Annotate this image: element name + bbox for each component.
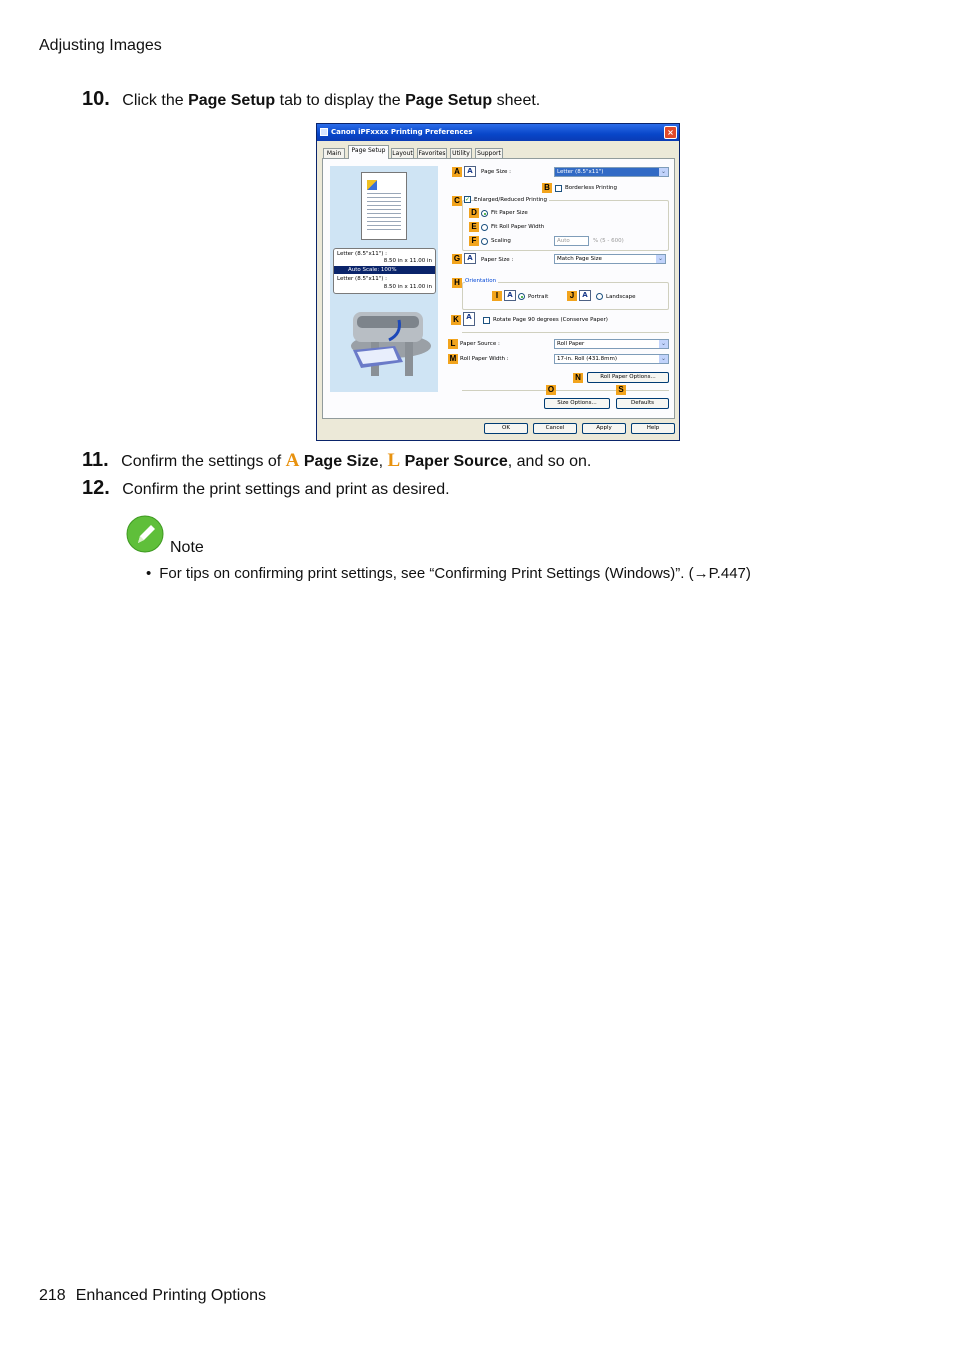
paper-preview bbox=[361, 172, 407, 240]
image-thumbnail bbox=[367, 180, 377, 190]
apply-button[interactable]: Apply bbox=[582, 423, 626, 434]
cancel-button[interactable]: Cancel bbox=[533, 423, 577, 434]
label-d: D bbox=[469, 208, 479, 218]
printer-app-icon bbox=[320, 128, 328, 136]
borderless-label: Borderless Printing bbox=[565, 185, 617, 191]
label-j: J bbox=[567, 291, 577, 301]
label-i: I bbox=[492, 291, 502, 301]
step-number: 10. bbox=[82, 88, 110, 110]
close-icon[interactable]: × bbox=[664, 126, 677, 139]
scaling-range: % (5 - 600) bbox=[593, 238, 624, 244]
tab-favorites[interactable]: Favorites bbox=[418, 150, 446, 157]
label-l-ref: L bbox=[387, 450, 401, 471]
fit-roll-label: Fit Roll Paper Width bbox=[491, 224, 545, 230]
tab-support[interactable]: Support bbox=[475, 148, 503, 158]
rotate-checkbox[interactable] bbox=[483, 317, 490, 324]
label-o: O bbox=[547, 385, 555, 394]
roll-paper-options-button[interactable]: Roll Paper Options... bbox=[587, 372, 669, 383]
label-s: S bbox=[616, 385, 626, 395]
label-k: K bbox=[451, 315, 461, 325]
step-text: Confirm the print settings and print as desired. bbox=[122, 481, 450, 498]
landscape-label: Landscape bbox=[606, 294, 636, 300]
tab-page-setup[interactable]: Page Setup bbox=[348, 145, 389, 159]
label-g: G bbox=[453, 254, 461, 263]
portrait-radio[interactable] bbox=[518, 293, 525, 300]
paper-source-value: Roll Paper bbox=[557, 341, 585, 347]
section-header: Adjusting Images bbox=[39, 37, 162, 54]
rotate-label: Rotate Page 90 degrees (Conserve Paper) bbox=[493, 317, 608, 323]
help-button[interactable]: Help bbox=[631, 423, 675, 434]
step-11 bbox=[82, 449, 591, 472]
step-12 bbox=[82, 477, 450, 500]
paper-source-select[interactable] bbox=[554, 339, 669, 349]
paper-size-select[interactable] bbox=[554, 254, 666, 264]
dialog-title: Canon iPFxxxx Printing Preferences bbox=[331, 128, 473, 136]
label-l: L bbox=[448, 339, 458, 349]
separator bbox=[462, 332, 669, 333]
separator bbox=[462, 390, 669, 391]
label-b: B bbox=[542, 183, 552, 193]
chevron-down-icon: ⌄ bbox=[660, 168, 667, 175]
ok-button[interactable]: OK bbox=[484, 423, 528, 434]
chevron-down-icon: ⌄ bbox=[660, 340, 667, 347]
label-a: A bbox=[452, 167, 462, 177]
page-footer bbox=[39, 1287, 266, 1305]
label-n: N bbox=[573, 373, 583, 383]
chevron-down-icon: ⌄ bbox=[660, 355, 667, 362]
chapter-title: Enhanced Printing Options bbox=[75, 1287, 267, 1304]
auto-scale: Auto Scale: 100% bbox=[334, 266, 435, 274]
note-bullet-item bbox=[146, 565, 751, 582]
note-label: Note bbox=[170, 539, 204, 556]
fit-roll-radio[interactable] bbox=[481, 224, 488, 231]
fit-paper-radio[interactable] bbox=[481, 210, 488, 217]
original-dimensions: 8.50 in x 11.00 in bbox=[383, 258, 432, 264]
step-number: 12. bbox=[82, 477, 110, 499]
scaling-input[interactable]: Auto bbox=[554, 236, 589, 246]
printer-illustration bbox=[343, 302, 433, 382]
tab-layout[interactable]: Layout bbox=[392, 150, 413, 157]
page-size-icon: A bbox=[464, 166, 476, 177]
page-size-value: Letter (8.5"x11") bbox=[557, 169, 604, 175]
step-number: 11. bbox=[82, 449, 109, 471]
fit-paper-label: Fit Paper Size bbox=[491, 210, 528, 216]
enlarged-label: Enlarged/Reduced Printing bbox=[474, 197, 547, 203]
defaults-button[interactable]: Defaults bbox=[616, 398, 669, 409]
scaling-radio[interactable] bbox=[481, 238, 488, 245]
roll-width-label: Roll Paper Width : bbox=[460, 356, 509, 362]
label-c: C bbox=[452, 196, 462, 206]
tab-utility[interactable]: Utility bbox=[450, 148, 472, 158]
roll-width-select[interactable] bbox=[554, 354, 669, 364]
page-size-select[interactable] bbox=[554, 167, 669, 177]
paper-size-label: Paper Size : bbox=[481, 257, 514, 263]
borderless-checkbox[interactable] bbox=[555, 185, 562, 192]
step-text: Confirm the settings of A Page Size, L Paper Source, and so on. bbox=[121, 450, 592, 471]
landscape-radio[interactable] bbox=[596, 293, 603, 300]
page-size-label: Page Size : bbox=[481, 169, 511, 175]
orientation-label: Orientation bbox=[465, 278, 497, 284]
output-dimensions: 8.50 in x 11.00 in bbox=[383, 284, 432, 290]
note-pencil-icon bbox=[126, 515, 164, 553]
portrait-label: Portrait bbox=[528, 294, 549, 300]
landscape-icon: A bbox=[579, 290, 591, 301]
dialog-titlebar bbox=[317, 124, 679, 141]
size-info-box bbox=[333, 248, 436, 294]
paper-source-label: Paper Source : bbox=[460, 341, 500, 347]
label-e: E bbox=[469, 222, 479, 232]
chevron-down-icon: ⌄ bbox=[657, 255, 664, 262]
rotate-icon: A bbox=[463, 312, 475, 326]
scaling-label: Scaling bbox=[491, 238, 511, 244]
roll-width-value: 17-in. Roll (431.8mm) bbox=[557, 356, 617, 362]
page-number: 218 bbox=[39, 1287, 66, 1304]
label-h: H bbox=[452, 278, 462, 288]
paper-size-icon: A bbox=[464, 253, 476, 264]
bullet-mark: • bbox=[146, 565, 152, 582]
printing-preferences-dialog bbox=[316, 123, 680, 441]
paper-size-value: Match Page Size bbox=[557, 256, 602, 262]
label-f: F bbox=[469, 236, 479, 246]
size-options-button[interactable]: Size Options... bbox=[544, 398, 610, 409]
note-text: For tips on confirming print settings, see “Confirming Print Settings (Windows)”. (→P.447) bbox=[159, 565, 751, 582]
label-m: M bbox=[449, 354, 457, 363]
portrait-icon: A bbox=[504, 290, 516, 301]
output-size: Letter (8.5"x11") : bbox=[337, 276, 388, 282]
tab-main[interactable]: Main bbox=[323, 148, 345, 158]
step-10 bbox=[82, 88, 540, 111]
step-text: Click the Page Setup tab to display the Page Setup sheet. bbox=[122, 92, 541, 109]
label-a-ref: A bbox=[285, 450, 300, 471]
enlarged-checkbox[interactable]: ✓ bbox=[465, 196, 471, 203]
original-size: Letter (8.5"x11") : bbox=[337, 251, 388, 257]
